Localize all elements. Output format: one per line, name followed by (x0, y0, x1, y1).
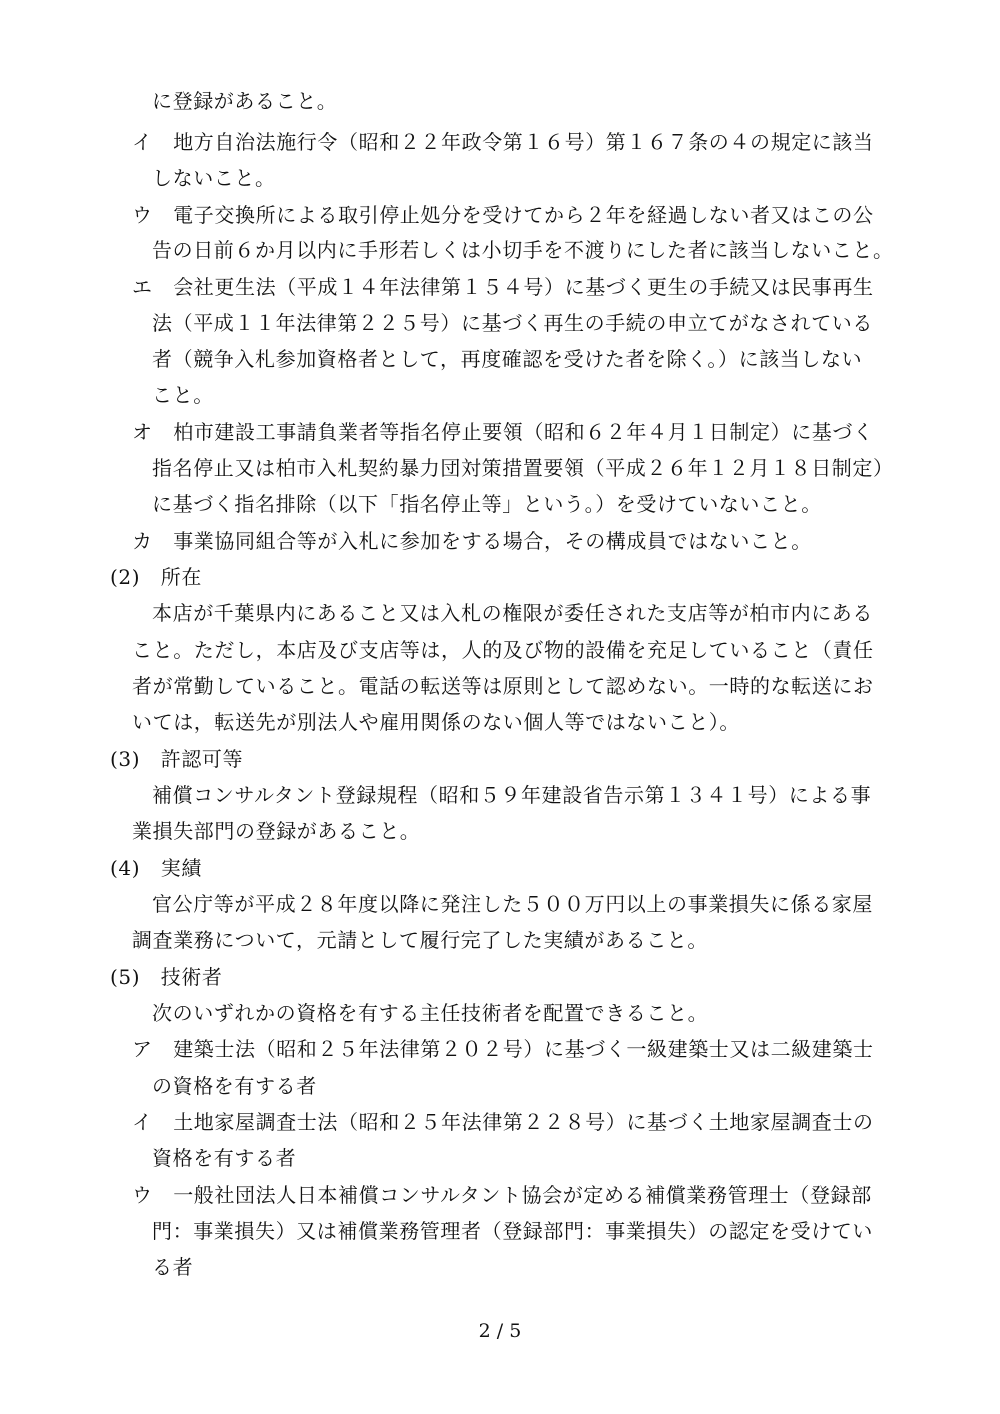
text-line: 補償コンサルタント登録規程（昭和５９年建設省告示第１３４１号）による事 (152, 783, 872, 807)
text-line: 門：事業損失）又は補償業務管理者（登録部門：事業損失）の認定を受けてい (152, 1219, 873, 1243)
text-line: 本店が千葉県内にあること又は入札の権限が委任された支店等が柏市内にある (152, 601, 873, 625)
page-number: 2 / 5 (478, 1320, 522, 1342)
text-line: 資格を有する者 (152, 1146, 297, 1170)
text-line: イ 土地家屋調査士法（昭和２５年法律第２２８号）に基づく土地家屋調査士の (132, 1110, 874, 1134)
text-line: 者（競争入札参加資格者として，再度確認を受けた者を除く。）に該当しない (152, 347, 863, 371)
text-line: に基づく指名排除（以下「指名停止等」という。）を受けていないこと。 (152, 492, 822, 516)
text-line: に登録があること。 (152, 89, 338, 113)
section-heading: (4) 実績 (110, 856, 202, 880)
text-line: の資格を有する者 (152, 1074, 317, 1098)
text-line: カ 事業協同組合等が入札に参加をする場合，その構成員ではないこと。 (132, 529, 812, 553)
text-line: 法（平成１１年法律第２２５号）に基づく再生の手続の申立てがなされている (152, 311, 873, 335)
section-heading: (2) 所在 (110, 565, 202, 589)
text-line: いては，転送先が別法人や雇用関係のない個人等ではないこと）。 (132, 710, 740, 734)
text-line: 告の日前６か月以内に手形若しくは小切手を不渡りにした者に該当しないこと。 (152, 238, 894, 262)
text-line: ウ 電子交換所による取引停止処分を受けてから２年を経過しない者又はこの公 (132, 203, 874, 227)
text-line: 業損失部門の登録があること。 (132, 819, 421, 843)
section-heading: (3) 許認可等 (110, 747, 244, 771)
text-line: 調査業務について，元請として履行完了した実績があること。 (132, 928, 708, 952)
text-line: る者 (152, 1255, 194, 1279)
text-line: 次のいずれかの資格を有する主任技術者を配置できること。 (152, 1001, 709, 1025)
text-line: 指名停止又は柏市入札契約暴力団対策措置要領（平成２６年１２月１８日制定） (152, 456, 894, 480)
text-line: 者が常勤していること。電話の転送等は原則として認めない。一時的な転送にお (132, 674, 874, 698)
text-line: エ 会社更生法（平成１４年法律第１５４号）に基づく更生の手続又は民事再生 (132, 275, 874, 299)
text-line: オ 柏市建設工事請負業者等指名停止要領（昭和６２年４月１日制定）に基づく (132, 420, 874, 444)
text-line: イ 地方自治法施行令（昭和２２年政令第１６号）第１６７条の４の規定に該当 (132, 130, 874, 154)
text-line: ウ 一般社団法人日本補償コンサルタント協会が定める補償業務管理士（登録部 (132, 1183, 872, 1207)
text-line: こと。 (152, 383, 214, 407)
text-line: ア 建築士法（昭和２５年法律第２０２号）に基づく一級建築士又は二級建築士 (132, 1037, 874, 1061)
text-line: しないこと。 (152, 166, 276, 190)
text-line: こと。ただし，本店及び支店等は，人的及び物的設備を充足していること（責任 (132, 638, 874, 662)
text-line: 官公庁等が平成２８年度以降に発注した５００万円以上の事業損失に係る家屋 (152, 892, 873, 916)
section-heading: (5) 技術者 (110, 965, 223, 989)
